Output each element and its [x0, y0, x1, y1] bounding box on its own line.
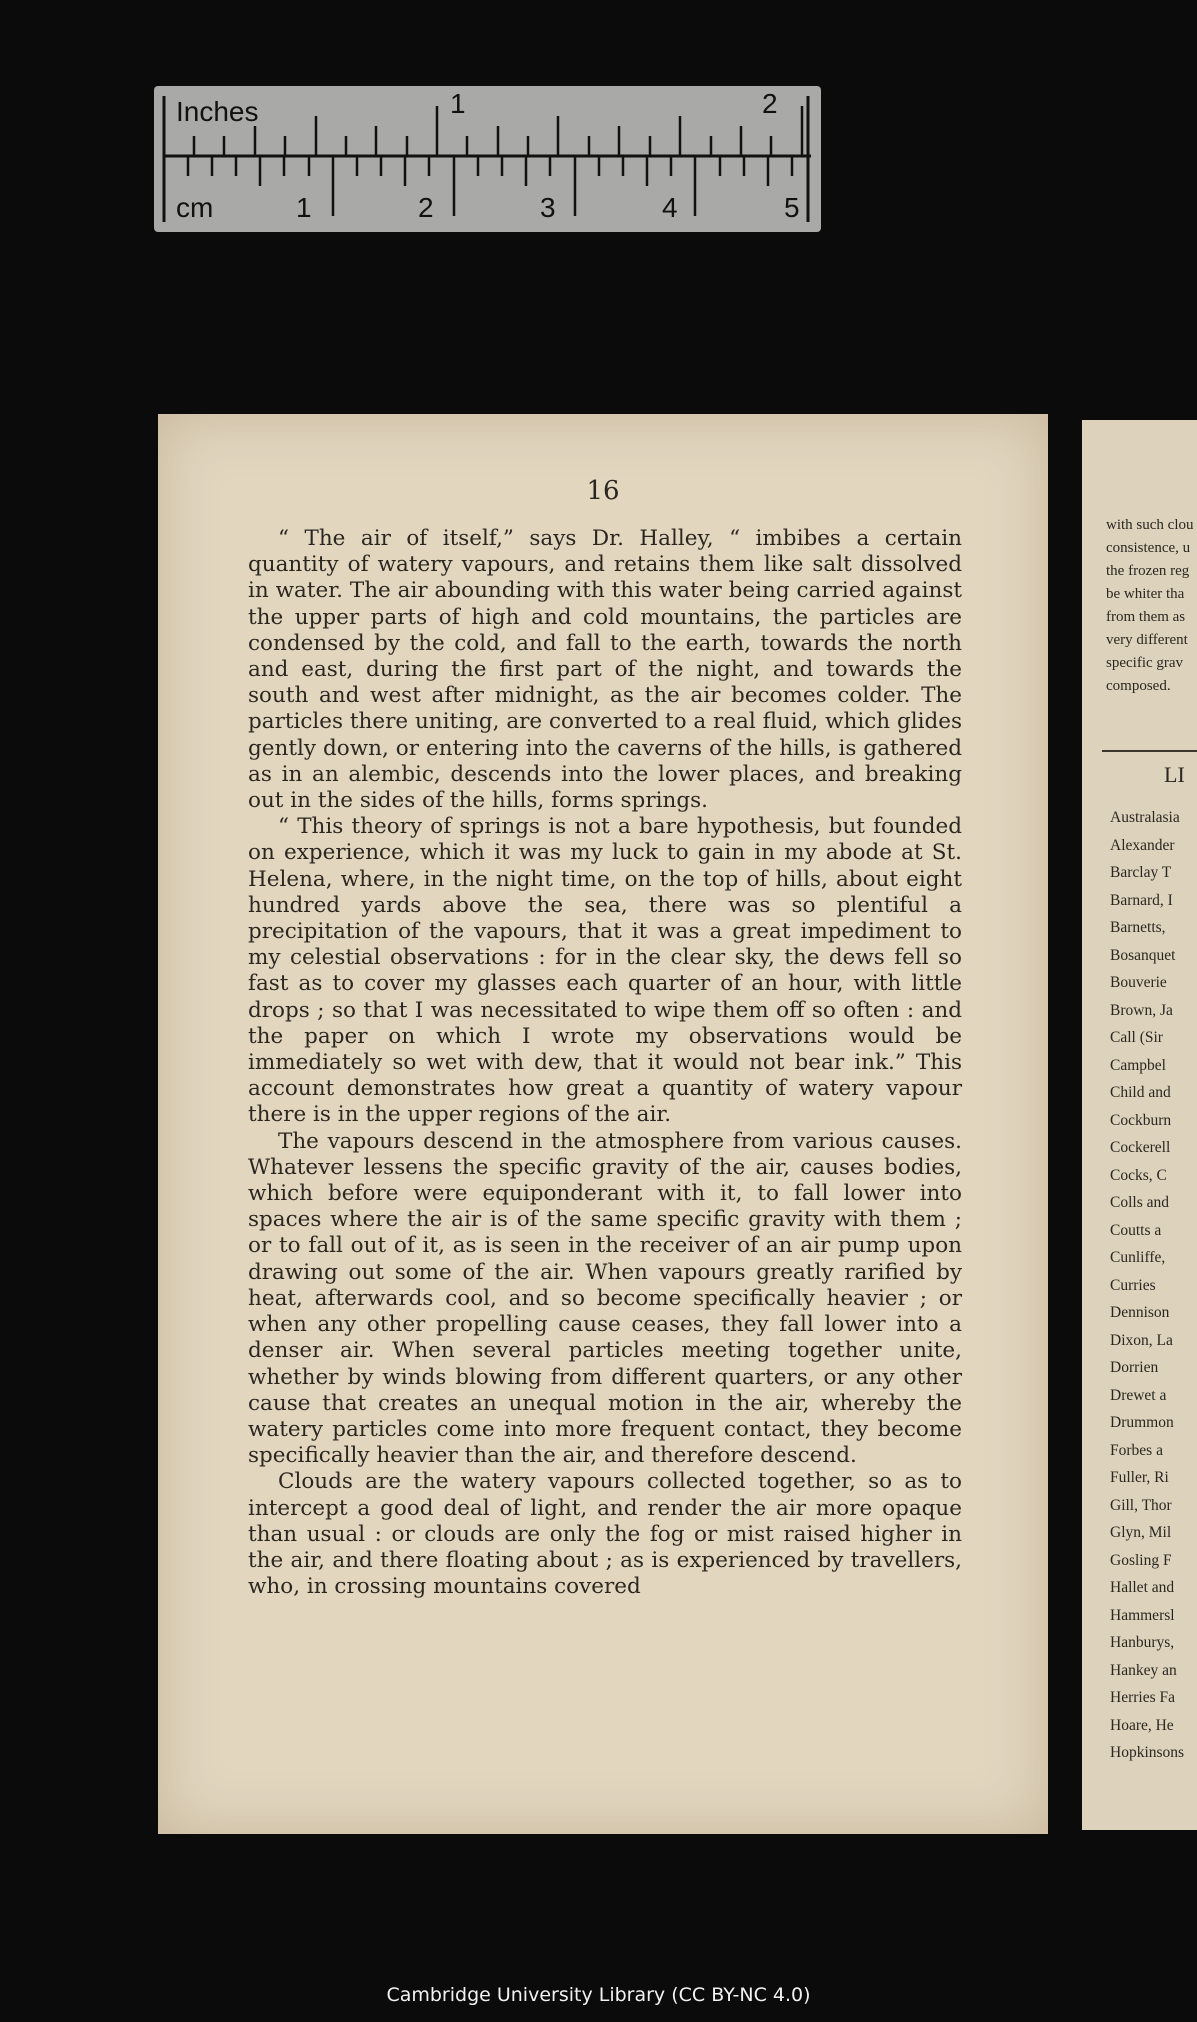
- list-item: Forbes a: [1110, 1441, 1163, 1459]
- section-heading: LI: [1164, 762, 1185, 787]
- list-item: Campbel: [1110, 1056, 1166, 1074]
- facing-line: with such clou: [1106, 517, 1194, 533]
- facing-line: consistence, u: [1106, 540, 1191, 556]
- facing-line: specific grav: [1106, 655, 1184, 671]
- list-item: Hopkinsons: [1110, 1744, 1185, 1761]
- list-item: Coutts a: [1110, 1221, 1162, 1239]
- list-item: Bouverie: [1110, 974, 1167, 991]
- list-item: Hankey an: [1110, 1661, 1177, 1679]
- facing-page-fragment: [1082, 420, 1197, 1830]
- bank-list: [1110, 804, 1184, 1767]
- facing-line: very different: [1106, 632, 1188, 648]
- list-item: Colls and: [1110, 1194, 1169, 1211]
- list-item: Curries: [1110, 1276, 1156, 1294]
- list-item: Bosanquet: [1110, 946, 1176, 964]
- list-item: Hammersl: [1110, 1606, 1175, 1624]
- list-item: Barclay T: [1110, 864, 1172, 881]
- list-item: Dixon, La: [1110, 1331, 1173, 1349]
- book-page: [158, 414, 1048, 1834]
- ruler-inch-mark-2: 2: [762, 88, 778, 119]
- list-item: Barnard, I: [1110, 891, 1173, 909]
- ruler-cm-mark-5: 5: [784, 192, 800, 223]
- list-item: Hanburys,: [1110, 1634, 1175, 1651]
- list-item: Gill, Thor: [1110, 1496, 1172, 1514]
- list-item: Barnetts,: [1110, 919, 1166, 936]
- list-item: Call (Sir: [1110, 1029, 1163, 1046]
- ruler-cm-mark-2: 2: [418, 192, 434, 223]
- list-item: Alexander: [1110, 836, 1175, 854]
- paragraph-clouds: Clouds are the watery vapours collected together, so as to intercept a good deal of light, and render the air more opaque than usual : or clouds are only the fog or mist raised higher in the air, and there floating about ; as is experienced by travellers, who, in crossing mountains covered: [248, 1469, 962, 1600]
- list-item: Cockerell: [1110, 1139, 1171, 1156]
- list-item: Dorrien: [1110, 1359, 1159, 1376]
- image-credit: Cambridge University Library (CC BY-NC 4.0): [386, 1984, 811, 2006]
- list-item: Herries Fa: [1110, 1689, 1175, 1706]
- list-item: Glyn, Mil: [1110, 1524, 1172, 1541]
- list-item: Gosling F: [1110, 1551, 1172, 1569]
- page-body: [248, 526, 962, 1600]
- measurement-ruler: [154, 86, 821, 232]
- paragraph-halley-quote: “ The air of itself,” says Dr. Halley, “ imbibes a certain quantity of watery vapours, and retains them like salt dissolved in water. The air abounding with this water being carried against the upper parts of high and cold mountains, the particles are condensed by the cold, and fall to the earth, towards the north and east, during the first part of the night, and towards the south and west after midnight, as the air becomes colder. The particles there uniting, are converted to a real fluid, which glides gently down, or entering into the caverns of the hills, is gathered as in an alembic, descends into the lower places, and breaking out in the sides of the hills, forms springs.: [248, 526, 962, 814]
- list-item: Fuller, Ri: [1110, 1469, 1169, 1486]
- list-item: Cunliffe,: [1110, 1249, 1166, 1266]
- facing-line: the frozen reg: [1106, 563, 1190, 579]
- list-item: Hallet and: [1110, 1579, 1175, 1596]
- list-item: Drummon: [1110, 1414, 1174, 1431]
- facing-line: be whiter tha: [1106, 586, 1185, 602]
- section-divider: [1102, 750, 1197, 752]
- facing-line: composed.: [1106, 678, 1171, 694]
- ruler-cm-mark-4: 4: [662, 192, 678, 223]
- facing-page-top-lines: [1106, 514, 1194, 698]
- ruler-cm-label: cm: [176, 192, 214, 223]
- list-item: Child and: [1110, 1084, 1171, 1101]
- list-item: Dennison: [1110, 1304, 1170, 1321]
- ruler-cm-mark-1: 1: [296, 192, 312, 223]
- list-item: Hoare, He: [1110, 1716, 1174, 1734]
- ruler-inches-label: Inches: [176, 96, 259, 127]
- ruler-cm-mark-3: 3: [540, 192, 556, 223]
- list-item: Cocks, C: [1110, 1166, 1167, 1184]
- list-item: Brown, Ja: [1110, 1001, 1173, 1019]
- list-item: Cockburn: [1110, 1111, 1172, 1129]
- paragraph-vapours-descend: The vapours descend in the atmosphere from various causes. Whatever lessens the specific gravity of the air, causes bodies, which before were equiponderant with it, to fall lower into spaces where the air is of the same specific gravity with them ; or to fall out of it, as is seen in the receiver of an air pump upon drawing out some of the air. When vapours greatly rarified by heat, afterwards cool, and so become specifically heavier ; or when any other propelling cause ceases, they fall lower into a denser air. When several particles meeting together unite, whether by winds blowing from different quarters, or any other cause that creates an unequal motion in the air, whereby the watery particles come into more frequent contact, they become specifically heavier than the air, and therefore descend.: [248, 1128, 962, 1469]
- paragraph-springs-theory: “ This theory of springs is not a bare hypothesis, but founded on experience, which it was my luck to gain in my abode at St. Helena, where, in the night time, on the top of hills, about eight hundred yards above the sea, there was so plentiful a precipitation of the vapours, that it was a great impediment to my celestial observations : for in the clear sky, the dews fell so fast as to cover my glasses each quarter of an hour, with little drops ; so that I was necessitated to wipe them off so often : and the paper on which I wrote my observations would be immediately so wet with dew, that it would not bear ink.” This account demonstrates how great a quantity of watery vapour there is in the upper regions of the air.: [248, 814, 962, 1128]
- page-number: 16: [586, 476, 620, 506]
- list-item: Drewet a: [1110, 1386, 1167, 1404]
- facing-line: from them as: [1106, 609, 1186, 625]
- list-item: Australasia: [1110, 809, 1180, 826]
- ruler-inch-mark-1: 1: [450, 88, 466, 119]
